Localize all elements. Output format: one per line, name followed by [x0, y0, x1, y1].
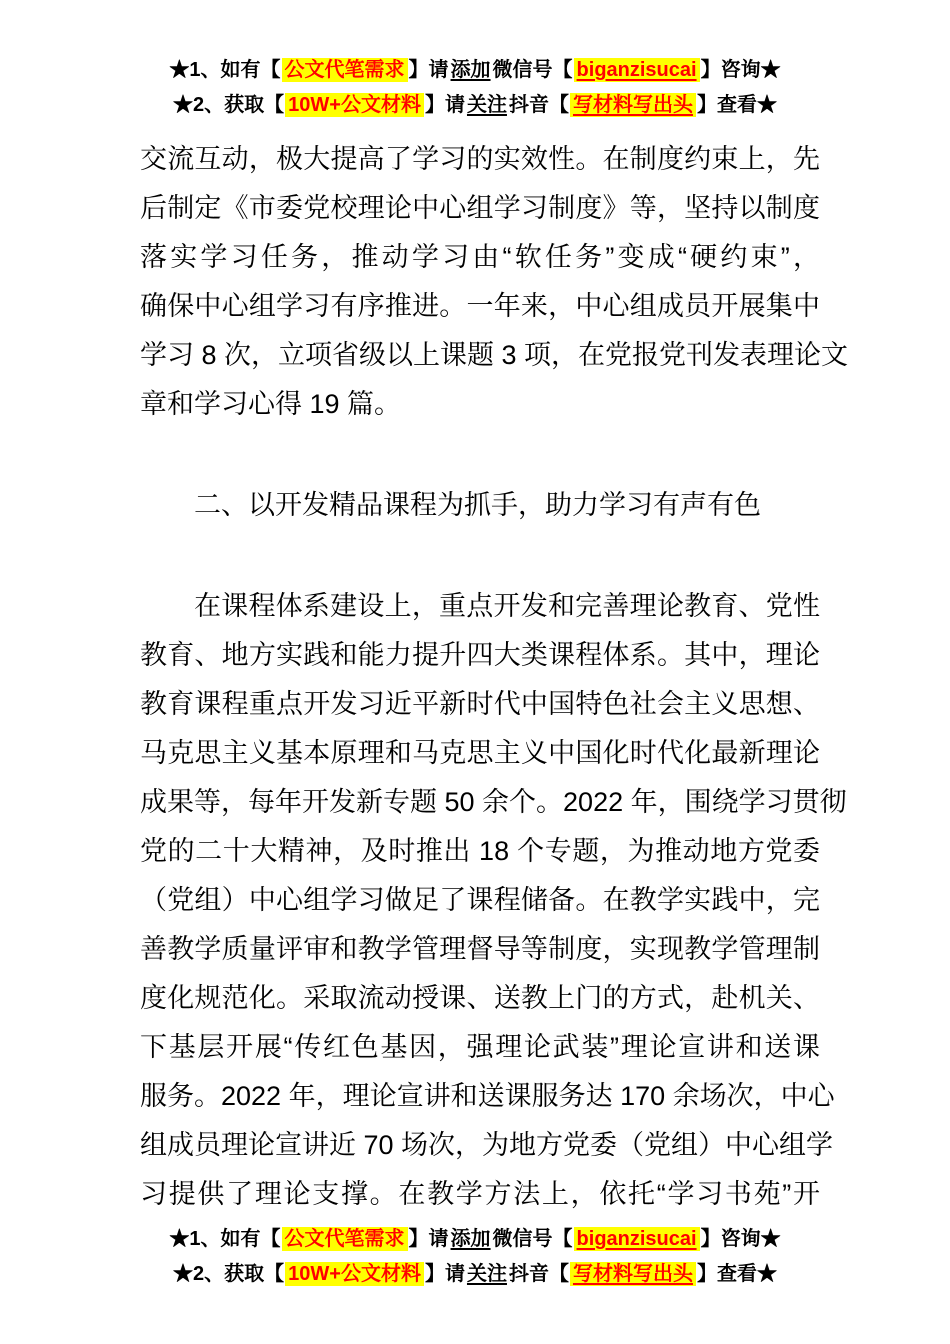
promo-text: ★1、如有【	[169, 59, 281, 81]
promo-highlighted-text: biganzisucai	[574, 58, 700, 82]
text-line: 善教学质量评审和教学管理督导等制度，实现教学管理制	[140, 934, 820, 964]
section-heading: 二、以开发精品课程为抓手，助力学习有声有色	[194, 490, 761, 520]
text-line: 成果等，每年开发新专题 50 余个。2022 年，围绕学习贯彻	[140, 787, 847, 817]
promo-text: 】咨询★	[700, 59, 781, 81]
promo-line	[0, 53, 950, 88]
promo-footer	[0, 1219, 950, 1292]
promo-highlighted-text: 添加	[450, 1228, 491, 1250]
promo-text: 】咨询★	[700, 1228, 781, 1250]
text-line: 学习 8 次，立项省级以上课题 3 项，在党报党刊发表理论文	[140, 340, 849, 370]
promo-highlighted-text: 写材料写出头	[570, 1262, 696, 1286]
promo-text: 微信号【	[492, 59, 573, 81]
text-line: 教育、地方实践和能力提升四大类课程体系。其中，理论	[140, 640, 820, 670]
text-line: 服务。2022 年，理论宣讲和送课服务达 170 余场次，中心	[140, 1081, 835, 1111]
promo-highlighted-text: 关注	[466, 1263, 507, 1285]
promo-text: 】请	[408, 1228, 449, 1250]
promo-highlighted-text: 添加	[450, 59, 491, 81]
promo-text: 抖音【	[508, 94, 569, 116]
text-line: 确保中心组学习有序推进。一年来，中心组成员开展集中	[140, 291, 820, 321]
promo-text: ★2、获取【	[173, 94, 285, 116]
text-line: 章和学习心得 19 篇。	[140, 389, 402, 419]
text-line: 教育课程重点开发习近平新时代中国特色社会主义思想、	[140, 689, 820, 719]
promo-highlighted-text: 写材料写出头	[570, 93, 696, 117]
promo-header	[0, 0, 950, 123]
text-line: （党组）中心组学习做足了课程储备。在教学实践中，完	[140, 885, 820, 915]
text-line: 马克思主义基本原理和马克思主义中国化时代化最新理论	[140, 738, 820, 768]
promo-line	[0, 1222, 950, 1257]
text-line: 落实学习任务，推动学习由“软任务”变成“硬约束”，	[140, 242, 820, 272]
promo-highlighted-text: 公文代笔需求	[282, 58, 408, 82]
text-line: 度化规范化。采取流动授课、送教上门的方式，赴机关、	[140, 983, 820, 1013]
promo-text: 】查看★	[696, 94, 777, 116]
document-body	[140, 135, 849, 1219]
paragraph-1	[140, 135, 849, 429]
text-line: 组成员理论宣讲近 70 场次，为地方党委（党组）中心组学	[140, 1130, 834, 1160]
promo-highlighted-text: 公文代笔需求	[282, 1227, 408, 1251]
text-line: 习提供了理论支撑。在教学方法上，依托“学习书苑”开	[140, 1179, 820, 1209]
promo-highlighted-text: 10W+公文材料	[285, 93, 424, 117]
text-line: 后制定《市委党校理论中心组学习制度》等，坚持以制度	[140, 193, 820, 223]
promo-text: 】请	[424, 1263, 465, 1285]
promo-highlighted-text: 关注	[466, 94, 507, 116]
promo-text: 】请	[408, 59, 449, 81]
paragraph-2	[140, 582, 847, 1219]
promo-text: 】查看★	[696, 1263, 777, 1285]
promo-text: 微信号【	[492, 1228, 573, 1250]
promo-text: ★2、获取【	[173, 1263, 285, 1285]
text-line: 在课程体系建设上，重点开发和完善理论教育、党性	[194, 591, 820, 621]
promo-highlighted-text: biganzisucai	[574, 1227, 700, 1251]
text-line: 下基层开展“传红色基因，强理论武装”理论宣讲和送课	[140, 1032, 820, 1062]
promo-line	[0, 88, 950, 123]
promo-line	[0, 1257, 950, 1292]
promo-highlighted-text: 10W+公文材料	[285, 1262, 424, 1286]
promo-text: 抖音【	[508, 1263, 569, 1285]
promo-text: ★1、如有【	[169, 1228, 281, 1250]
text-line: 交流互动，极大提高了学习的实效性。在制度约束上，先	[140, 144, 820, 174]
text-line: 党的二十大精神，及时推出 18 个专题，为推动地方党委	[140, 836, 820, 866]
promo-text: 】请	[424, 94, 465, 116]
